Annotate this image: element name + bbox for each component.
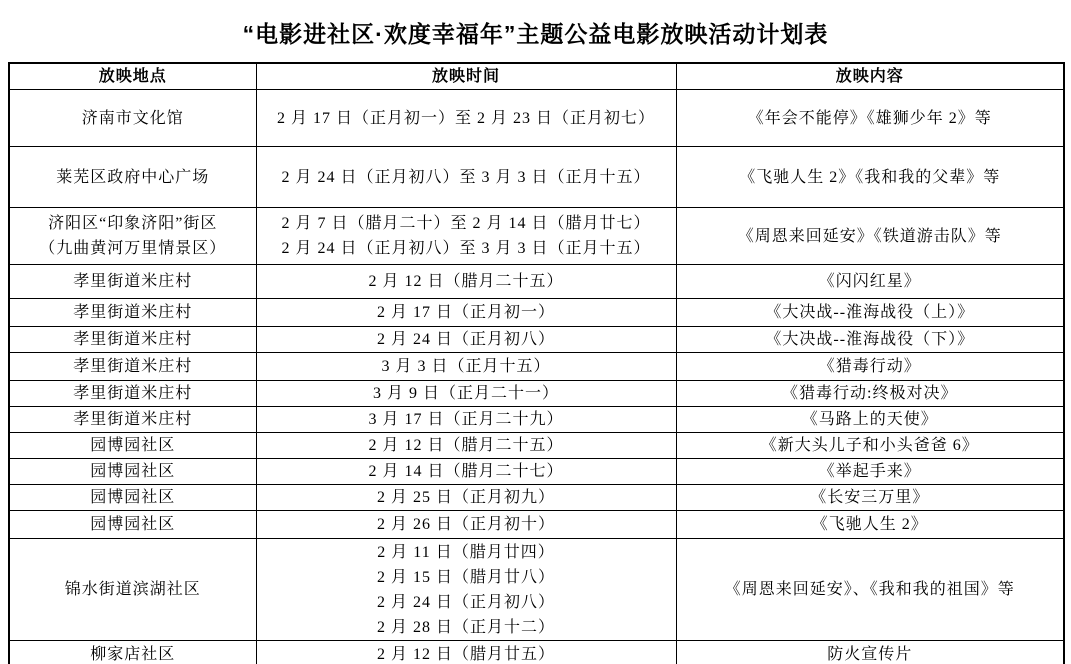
time-cell-line: 2 月 24 日（正月初八）至 3 月 3 日（正月十五）: [281, 168, 651, 186]
location-cell-line: 锦水街道滨湖社区: [64, 581, 201, 598]
content-cell: [676, 459, 1064, 485]
time-cell: [256, 147, 676, 208]
location-cell: [9, 381, 256, 407]
table-row: [9, 299, 1064, 327]
table-row: [9, 407, 1064, 433]
table-row: [9, 265, 1064, 299]
content-cell-line: 《飞驰人生 2》: [811, 516, 928, 533]
content-cell-line: 《长安三万里》: [810, 489, 930, 506]
location-cell-line: （九曲黄河万里情景区）: [39, 240, 227, 257]
content-cell-line: 《周恩来回延安》、《我和我的祖国》等: [724, 581, 1015, 598]
location-cell-line: 孝里街道米庄村: [73, 358, 193, 375]
time-cell: [256, 485, 676, 511]
location-cell: [9, 485, 256, 511]
content-cell: [676, 90, 1064, 147]
time-cell-line: 2 月 24 日（正月初八）: [376, 593, 555, 611]
content-cell-line: 《猎毒行动:终极对决》: [782, 385, 958, 402]
time-cell-line: 2 月 11 日（腊月廿四）: [377, 543, 555, 561]
time-cell: [256, 511, 676, 539]
time-cell-line: 2 月 14 日（腊月二十七）: [368, 463, 564, 480]
content-cell-line: 《举起手来》: [818, 463, 921, 480]
location-cell-line: 柳家店社区: [90, 645, 176, 663]
table-row: [9, 641, 1064, 664]
page-title: “电影进社区·欢度幸福年”主题公益电影放映活动计划表: [242, 21, 829, 47]
location-cell: [9, 459, 256, 485]
location-cell-line: 园博园社区: [90, 516, 176, 533]
time-cell-line: 2 月 17 日（正月初一）: [376, 304, 555, 321]
time-cell: [256, 208, 676, 265]
content-cell: [676, 208, 1064, 265]
location-cell-line: 孝里街道米庄村: [73, 331, 193, 348]
content-cell: [676, 265, 1064, 299]
content-cell-line: 《周恩来回延安》《铁道游击队》等: [737, 227, 1002, 245]
location-cell-line: 孝里街道米庄村: [73, 411, 193, 428]
content-cell-line: 防火宣传片: [827, 645, 913, 663]
time-cell: [256, 407, 676, 433]
time-cell-line: 2 月 25 日（正月初九）: [376, 489, 555, 506]
location-cell-line: 孝里街道米庄村: [73, 273, 193, 290]
time-cell: [256, 381, 676, 407]
location-cell: [9, 511, 256, 539]
time-cell-line: 2 月 12 日（腊月二十五）: [368, 273, 564, 290]
time-cell-line: 2 月 28 日（正月十二）: [376, 618, 555, 636]
time-cell-line: 3 月 3 日（正月十五）: [381, 358, 551, 375]
location-cell: [9, 407, 256, 433]
content-cell: [676, 641, 1064, 664]
time-cell: [256, 433, 676, 459]
time-cell: [256, 353, 676, 381]
location-cell-line: 济南市文化馆: [81, 109, 184, 127]
table-row: [9, 539, 1064, 641]
location-cell: [9, 433, 256, 459]
time-cell: [256, 539, 676, 641]
content-cell: [676, 353, 1064, 381]
location-cell: [9, 327, 256, 353]
column-header: 放映时间: [256, 63, 676, 90]
content-cell-line: 《大决战--淮海战役（下）》: [765, 331, 975, 348]
header-row: [9, 63, 1064, 90]
time-cell-line: 2 月 24 日（正月初八）: [376, 331, 555, 348]
location-cell-line: 园博园社区: [90, 463, 176, 480]
content-cell: [676, 299, 1064, 327]
location-cell-line: 孝里街道米庄村: [73, 304, 193, 321]
location-cell: [9, 353, 256, 381]
table-row: [9, 327, 1064, 353]
content-cell-line: 《新大头儿子和小头爸爸 6》: [760, 437, 979, 454]
time-cell: [256, 90, 676, 147]
location-cell: [9, 265, 256, 299]
location-cell: [9, 147, 256, 208]
content-cell-line: 《飞驰人生 2》《我和我的父辈》等: [739, 168, 1001, 186]
content-cell: [676, 511, 1064, 539]
table-row: [9, 511, 1064, 539]
location-cell-line: 莱芜区政府中心广场: [56, 168, 210, 186]
time-cell-line: 2 月 12 日（腊月廿五）: [376, 645, 555, 663]
table-row: [9, 147, 1064, 208]
time-cell-line: 2 月 15 日（腊月廿八）: [376, 568, 555, 586]
content-cell: [676, 433, 1064, 459]
table-row: [9, 90, 1064, 147]
time-cell: [256, 299, 676, 327]
content-cell-line: 《大决战--淮海战役（上）》: [765, 304, 975, 321]
screening-plan-table: [8, 62, 1065, 664]
content-cell: [676, 485, 1064, 511]
table-row: [9, 459, 1064, 485]
location-cell: [9, 641, 256, 664]
content-cell-line: 《马路上的天使》: [801, 411, 938, 428]
location-cell-line: 孝里街道米庄村: [73, 385, 193, 402]
time-cell: [256, 641, 676, 664]
content-cell-line: 《猎毒行动》: [818, 358, 921, 375]
time-cell-line: 2 月 24 日（正月初八）至 3 月 3 日（正月十五）: [281, 240, 651, 257]
time-cell-line: 2 月 7 日（腊月二十）至 2 月 14 日（腊月廿七）: [281, 215, 651, 232]
location-cell: [9, 90, 256, 147]
time-cell: [256, 327, 676, 353]
time-cell-line: 2 月 26 日（正月初十）: [376, 516, 555, 533]
table-row: [9, 208, 1064, 265]
location-cell-line: 园博园社区: [90, 437, 176, 454]
time-cell-line: 3 月 9 日（正月二十一）: [372, 385, 559, 402]
content-cell-line: 《年会不能停》《雄狮少年 2》等: [747, 109, 992, 127]
column-header: 放映内容: [676, 63, 1064, 90]
time-cell-line: 2 月 12 日（腊月二十五）: [368, 437, 564, 454]
location-cell: [9, 299, 256, 327]
content-cell-line: 《闪闪红星》: [818, 273, 921, 290]
time-cell: [256, 459, 676, 485]
table-row: [9, 381, 1064, 407]
location-cell-line: 济阳区“印象济阳”街区: [48, 215, 218, 232]
table-row: [9, 353, 1064, 381]
table-row: [9, 485, 1064, 511]
content-cell: [676, 407, 1064, 433]
location-cell: [9, 539, 256, 641]
column-header: 放映地点: [9, 63, 256, 90]
content-cell: [676, 327, 1064, 353]
location-cell-line: 园博园社区: [90, 489, 176, 506]
content-cell: [676, 147, 1064, 208]
table-row: [9, 433, 1064, 459]
time-cell-line: 2 月 17 日（正月初一）至 2 月 23 日（正月初七）: [276, 109, 655, 127]
time-cell-line: 3 月 17 日（正月二十九）: [368, 411, 564, 428]
content-cell: [676, 539, 1064, 641]
content-cell: [676, 381, 1064, 407]
time-cell: [256, 265, 676, 299]
location-cell: [9, 208, 256, 265]
